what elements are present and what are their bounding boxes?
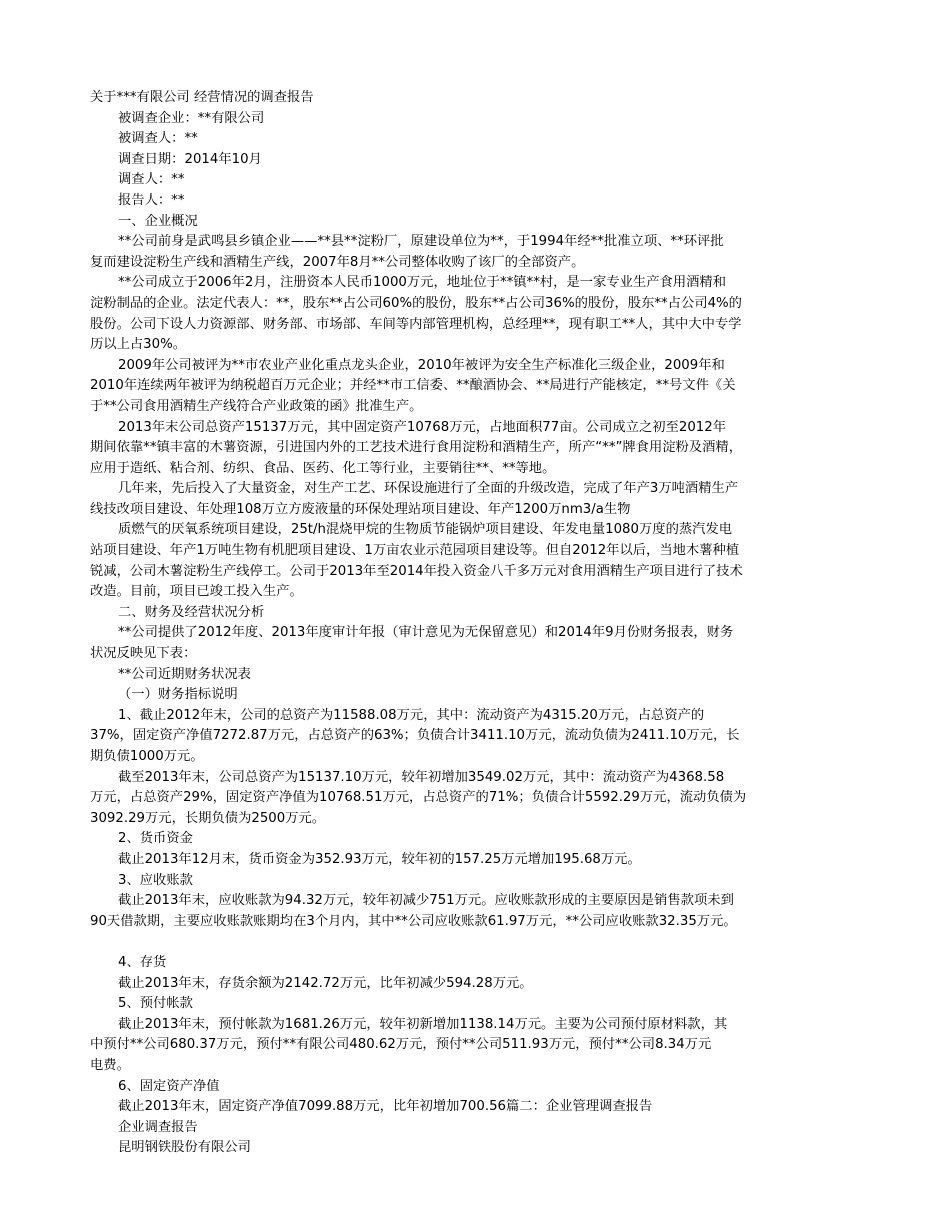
text-line: **公司提供了2012年度、2013年度审计年报（审计意见为无保留意见）和2014年9月份财务报表，财务 xyxy=(118,625,734,641)
text-lines xyxy=(90,88,865,1159)
document-body xyxy=(90,88,865,1159)
text-line: 截至2013年末，公司总资产为15137.10万元，较年初增加3549.02万元，其中：流动资产为4368.58 xyxy=(118,769,725,785)
text-line: 锐减，公司木薯淀粉生产线停工。公司于2013年至2014年投入资金八千多万元对食用酒精生产项目进行了技术 xyxy=(90,563,743,579)
text-line: 2013年末公司总资产15137万元，其中固定资产10768万元，占地面积77亩。公司成立之初至2012年 xyxy=(118,419,726,435)
text-line: **公司前身是武鸣县乡镇企业——**县**淀粉厂，原建设单位为**，于1994年经**批准立项、**环评批 xyxy=(118,234,724,250)
text-line: 截止2013年末，预付帐款为1681.26万元，较年初新增加1138.14万元。主要为公司预付原材料款，其 xyxy=(118,1016,728,1032)
text-line: 5、预付帐款 xyxy=(118,996,193,1012)
text-line: 应用于造纸、粘合剂、纺织、食品、医药、化工等行业，主要销往**、**等地。 xyxy=(90,460,556,476)
text-line: 截止2013年末，应收账款为94.32万元，较年初减少751万元。应收账款形成的主要原因是销售款项未到 xyxy=(118,893,734,909)
text-line: 调查日期：2014年10月 xyxy=(118,151,262,167)
text-line: 质燃气的厌氧系统项目建设，25t/h混烧甲烷的生物质节能锅炉项目建设、年发电量1080万度的蒸汽发电 xyxy=(118,522,733,538)
text-line: 股份。公司下设人力资源部、财务部、市场部、车间等内部管理机构，总经理**，现有职工**人，其中大中专学 xyxy=(90,316,742,332)
text-line: 3092.29万元，长期负债为2500万元。 xyxy=(90,810,326,826)
text-line: 报告人：** xyxy=(118,192,185,208)
text-line: 于**公司食用酒精生产线符合产业政策的函》批准生产。 xyxy=(90,398,423,414)
text-line: 37%，固定资产净值7272.87万元，占总资产的63%；负债合计3411.10万元，流动负债为2411.10万元，长 xyxy=(90,728,740,744)
text-line: 电费。 xyxy=(90,1057,130,1073)
text-line: 2010年连续两年被评为纳税超百万元企业；并经**市工信委、**酿酒协会、**局进行产能核定，**号文件《关 xyxy=(90,378,736,394)
text-line xyxy=(90,932,865,953)
text-line: 企业调查报告 xyxy=(118,1119,198,1135)
text-line: 昆明钢铁股份有限公司 xyxy=(118,1140,251,1156)
text-line: 2、货币资金 xyxy=(118,831,193,847)
text-line: 3、应收账款 xyxy=(118,872,193,888)
text-line: 复而建设淀粉生产线和酒精生产线，2007年8月**公司整体收购了该厂的全部资产。 xyxy=(90,254,585,270)
text-line: 截止2013年末，存货余额为2142.72万元，比年初减少594.28万元。 xyxy=(118,975,533,991)
text-line: 期负债1000万元。 xyxy=(90,749,204,764)
text-line: 中预付**公司680.37万元，预付**有限公司480.62万元，预付**公司511.93万元，预付**公司8.34万元 xyxy=(90,1037,712,1053)
text-line: 4、存货 xyxy=(118,954,167,970)
text-line: 90天借款期，主要应收账款账期均在3个月内，其中**公司应收账款61.97万元，**公司应收账款32.35万元。 xyxy=(90,913,737,929)
text-line: 万元，占总资产29%，固定资产净值为10768.51万元，占总资产的71%；负债合计5592.29万元，流动负债为 xyxy=(90,790,747,806)
text-line: 淀粉制品的企业。法定代表人：**，股东**占公司60%的股份，股东**占公司36%的股份，股东**占公司4%的 xyxy=(90,295,742,311)
text-line: 几年来，先后投入了大量资金，对生产工艺、环保设施进行了全面的升级改造，完成了年产3万吨酒精生产 xyxy=(118,481,739,497)
document-title: 关于***有限公司 经营情况的调查报告 xyxy=(90,90,314,105)
text-line: 一、企业概况 xyxy=(118,213,198,229)
text-line: 线技改项目建设、年处理108万立方废液量的环保处理站项目建设、年产1200万nm3/a生物 xyxy=(90,501,631,517)
text-line: 调查人：** xyxy=(118,172,185,188)
text-line: 截止2013年末，固定资产净值7099.88万元，比年初增加700.56篇二：企业管理调查报告 xyxy=(118,1099,653,1115)
text-line: 2009年公司被评为**市农业产业化重点龙头企业，2010年被评为安全生产标准化三级企业，2009年和 xyxy=(118,357,725,373)
text-line: 二、财务及经营状况分析 xyxy=(118,604,265,620)
text-line: **公司成立于2006年2月，注册资本人民币1000万元，地址位于**镇**村，是一家专业生产食用酒精和 xyxy=(118,275,727,291)
text-line: 被调查人：** xyxy=(118,131,198,147)
text-line: 改造。目前，项目已竣工投入生产。 xyxy=(90,584,303,600)
text-line: 期间依靠**镇丰富的木薯资源，引进国内外的工艺技术进行食用淀粉和酒精生产，所产“**”牌食用淀粉及酒精， xyxy=(90,440,743,456)
text-line: 1、截止2012年末，公司的总资产为11588.08万元，其中：流动资产为4315.20万元，占总资产的 xyxy=(118,707,705,723)
text-line: 状况反映见下表： xyxy=(90,646,197,662)
text-line: 历以上占30%。 xyxy=(90,337,187,353)
text-line: 被调查企业：**有限公司 xyxy=(118,110,265,126)
text-line: 6、固定资产净值 xyxy=(118,1078,220,1094)
text-line: **公司近期财务状况表 xyxy=(118,666,251,682)
text-line: （一）财务指标说明 xyxy=(118,687,238,703)
text-line: 站项目建设、年产1万吨生物有机肥项目建设、1万亩农业示范园项目建设等。但自2012年以后，当地木薯种植 xyxy=(90,543,740,559)
text-line: 截止2013年12月末，货币资金为352.93万元，较年初的157.25万元增加195.68万元。 xyxy=(118,851,641,867)
